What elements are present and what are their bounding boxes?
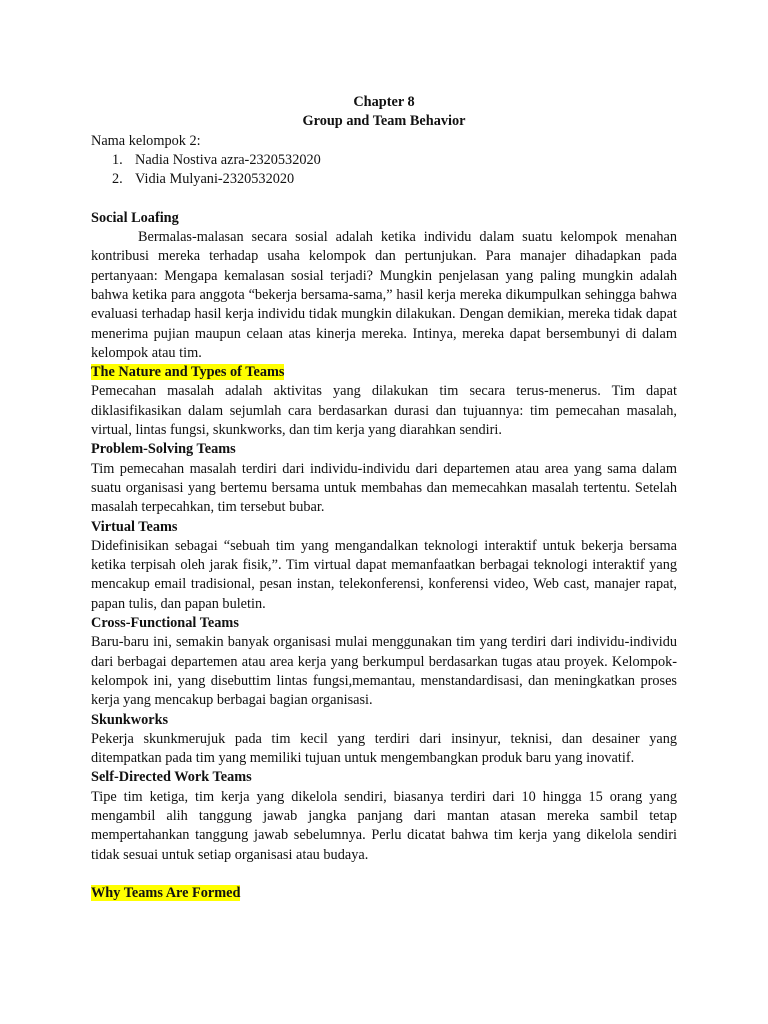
section-body-problem-solving: Tim pemecahan masalah terdiri dari individu-individu dari departemen atau area yang sama dalam suatu organisasi yang bertemu bersama untuk membahas dan memecahkan masalah tertentu. Setelah masalah terpecahkan, tim tersebut bubar. (91, 460, 677, 516)
section-heading-why-formed (91, 884, 677, 903)
group-label: Nama kelompok 2: (91, 132, 201, 149)
chapter-number: Chapter 8 (353, 94, 415, 110)
highlighted-heading: Why Teams Are Formed (91, 885, 241, 902)
list-number: 2. (112, 171, 123, 188)
section-body-self-directed: Tipe tim ketiga, tim kerja yang dikelola sendiri, biasanya terdiri dari 10 hingga 15 orang yang mengambil alih tanggung jawab jangka panjang dari mantan atasan mereka sambil tetap mempertahankan tanggung jawab sebelumnya. Perlu dicatat bahwa tim kerja yang dikelola sendiri tidak sesuai untuk setiap organisasi atau budaya. (91, 788, 677, 863)
member-name: Nadia Nostiva azra-2320532020 (135, 151, 321, 168)
section-heading-cross-functional: Cross-Functional Teams (91, 615, 239, 632)
section-heading-problem-solving: Problem-Solving Teams (91, 441, 236, 458)
spacer (91, 865, 677, 884)
highlighted-heading: The Nature and Types of Teams (91, 364, 285, 381)
chapter-title: Group and Team Behavior (302, 113, 466, 130)
section-heading-self-directed: Self-Directed Work Teams (91, 769, 252, 786)
spacer (91, 189, 677, 208)
section-body-skunkworks: Pekerja skunkmerujuk pada tim kecil yang terdiri dari insinyur, teknisi, dan desainer yang ditempatkan pada tim yang memiliki tujuan untuk mengembangkan produk baru yang inovatif. (91, 730, 677, 767)
section-heading-social-loafing: Social Loafing (91, 209, 179, 226)
list-number: 1. (112, 151, 123, 168)
section-body-virtual: Didefinisikan sebagai “sebuah tim yang mengandalkan teknologi interaktif untuk bekerja bersama ketika terpisah oleh jarak fisik,”. Tim virtual dapat memanfaatkan berbagai teknologi interaktif yang mencakup email tradisional, pesan instan, telekonferensi, konferensi video, Web cast, manajer rapat, papan tulis, dan papan buletin. (91, 537, 677, 612)
section-heading-skunkworks: Skunkworks (91, 711, 169, 728)
list-item (91, 170, 677, 189)
member-name: Vidia Mulyani-2320532020 (135, 171, 295, 188)
document-page (91, 93, 677, 903)
section-body-nature-types: Pemecahan masalah adalah aktivitas yang dilakukan tim secara terus-menerus. Tim dapat diklasifikasikan dalam sejumlah cara berdasarkan durasi dan tujuannya: tim pemecahan masalah, virtual, lintas fungsi, skunkworks, dan tim kerja yang diarahkan sendiri. (91, 383, 677, 439)
list-item (91, 151, 677, 170)
section-heading-nature-types (91, 363, 677, 382)
member-list (91, 151, 677, 190)
section-body-cross-functional: Baru-baru ini, semakin banyak organisasi mulai menggunakan tim yang terdiri dari individu-individu dari berbagai departemen atau area kerja yang berkumpul berdasarkan tugas atau proyek. Kelompok-kelompok ini, yang disebuttim lintas fungsi,memantau, menstandardisasi, dan meningkatkan proses kerja yang mencakup berbagai bagian organisasi. (91, 634, 677, 709)
section-heading-virtual: Virtual Teams (91, 518, 178, 535)
section-body-social-loafing: Bermalas-malasan secara sosial adalah ketika individu dalam suatu kelompok menahan kontribusi mereka terhadap usaha kelompok dan pertunjukan. Para manajer dihadapkan pada pertanyaan: Mengapa kemalasan sosial terjadi? Mungkin penjelasan yang paling mungkin adalah bahwa ketika para anggota “bekerja bersama-sama,” hasil kerja mereka dikumpulkan sehingga bahwa evaluasi terhadap hasil kerja individu tidak mungkin dilakukan. Dengan demikian, mereka tidak dapat menerima pujian maupun celaan atas kinerja mereka. Intinya, mereka dapat bersembunyi di dalam kelompok atau tim. (91, 229, 677, 361)
